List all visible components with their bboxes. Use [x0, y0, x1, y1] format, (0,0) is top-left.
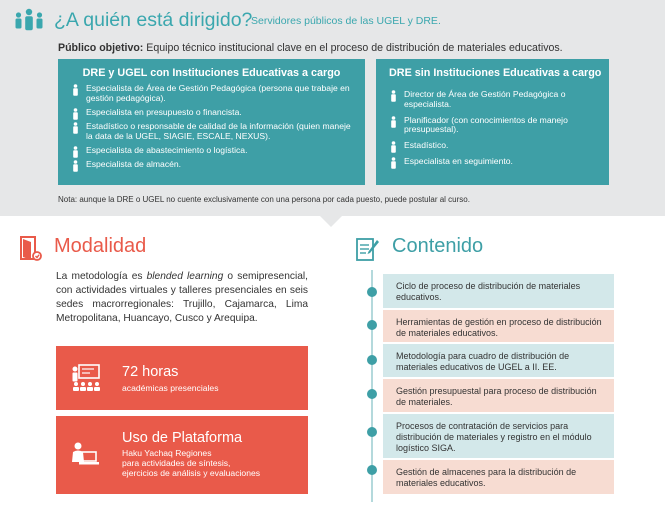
platform-description [122, 448, 260, 478]
laptop-user-icon [70, 440, 100, 468]
timeline-dot [367, 389, 377, 399]
role-item [390, 90, 603, 110]
dre-without-schools-box [376, 59, 609, 185]
dre-ugel-with-schools-box [58, 59, 365, 185]
modalidad-text-start: La metodología es [56, 271, 147, 282]
role-text: Estadístico. [404, 140, 449, 151]
audience-section [0, 0, 665, 216]
section-divider-arrow [319, 215, 343, 227]
objective-text: Equipo técnico institucional clave en el proceso de distribución de materiales educativos. [143, 42, 563, 54]
objective-label: Público objetivo: [58, 42, 144, 54]
timeline-dot [367, 427, 377, 437]
box-title: DRE y UGEL con Instituciones Educativas a cargo [82, 67, 341, 79]
timeline-dot [367, 287, 377, 297]
timeline-dot [367, 355, 377, 365]
role-list [390, 90, 603, 173]
objective-line [58, 42, 563, 54]
box-title: DRE sin Instituciones Educativas a cargo [389, 67, 602, 79]
people-group-icon [14, 8, 44, 32]
role-item [72, 160, 359, 170]
audience-subtitle: Servidores públicos de las UGEL y DRE. [251, 15, 441, 27]
role-text: Especialista de almacén. [86, 158, 182, 169]
platform-line: Haku Yachaq Regiones [122, 448, 212, 458]
classroom-icon [70, 364, 100, 392]
role-item [72, 84, 359, 104]
person-icon [390, 141, 397, 153]
role-text: Especialista en presupuesto o financista. [86, 106, 242, 117]
person-icon [390, 157, 397, 169]
person-icon [390, 90, 397, 102]
person-icon [72, 160, 79, 172]
person-icon [72, 84, 79, 96]
role-text: Planificador (con conocimientos de manejo presupuestal). [404, 114, 568, 135]
role-item [72, 146, 359, 156]
platform-box [56, 416, 308, 494]
eligibility-note: Nota: aunque la DRE o UGEL no cuente exclusivamente con una persona por cada puesto, puede postular al curso. [58, 195, 470, 204]
role-item [390, 116, 603, 136]
audience-title: ¿A quién está dirigido? [54, 9, 253, 31]
content-item: Gestión presupuestal para proceso de distribución de materiales. [383, 379, 614, 412]
hours-value: 72 horas [122, 364, 179, 380]
content-item: Ciclo de proceso de distribución de materiales educativos. [383, 274, 614, 308]
platform-title: Uso de Plataforma [122, 430, 243, 446]
role-text: Especialista en seguimiento. [404, 155, 513, 166]
door-exit-icon [20, 236, 42, 262]
hours-label: académicas presenciales [122, 383, 219, 393]
role-text: Especialista de abastecimiento o logística. [86, 144, 248, 155]
role-item [390, 141, 603, 151]
person-icon [72, 108, 79, 120]
modalidad-title: Modalidad [54, 235, 147, 257]
platform-line: para actividades de síntesis, [122, 458, 231, 468]
role-text: Especialista de Área de Gestión Pedagógica (persona que trabaje en gestión pedagógica). [86, 83, 350, 103]
role-text: Director de Área de Gestión Pedagógica o especialista. [404, 89, 566, 109]
person-icon [72, 122, 79, 134]
content-item: Procesos de contratación de servicios para distribución de materiales y registro en el módulo logístico SIGA. [383, 414, 614, 458]
timeline-dot [367, 465, 377, 475]
modalidad-text-end: o semipresencial, con actividades virtuales y talleres presenciales en seis sedes macrorregionales: Trujillo, Cajamarca, Lima Metropolitana, Huancayo, Cusco y Arequipa. [56, 271, 308, 324]
notepad-pen-icon [356, 236, 380, 262]
person-icon [72, 146, 79, 158]
platform-line: ejercicios de análisis y evaluaciones [122, 468, 261, 478]
timeline-dot [367, 320, 377, 330]
role-item [390, 157, 603, 167]
role-item [72, 122, 359, 142]
content-item: Metodología para cuadro de distribución de materiales educativos de UGEL a II. EE. [383, 344, 614, 377]
content-item: Gestión de almacenes para la distribución de materiales educativos. [383, 460, 614, 494]
contenido-title: Contenido [392, 235, 484, 257]
role-item [72, 108, 359, 118]
modalidad-text-emphasis: blended learning [146, 271, 224, 282]
person-icon [390, 116, 397, 128]
hours-box [56, 346, 308, 410]
content-item: Herramientas de gestión en proceso de distribución de materiales educativos. [383, 310, 614, 342]
modalidad-description [56, 270, 308, 326]
role-text: Estadístico o responsable de calidad de la información (quien maneje la data de la UGEL, SIAGIE, ESCALE, NEXUS). [86, 120, 351, 141]
role-list [72, 84, 359, 174]
